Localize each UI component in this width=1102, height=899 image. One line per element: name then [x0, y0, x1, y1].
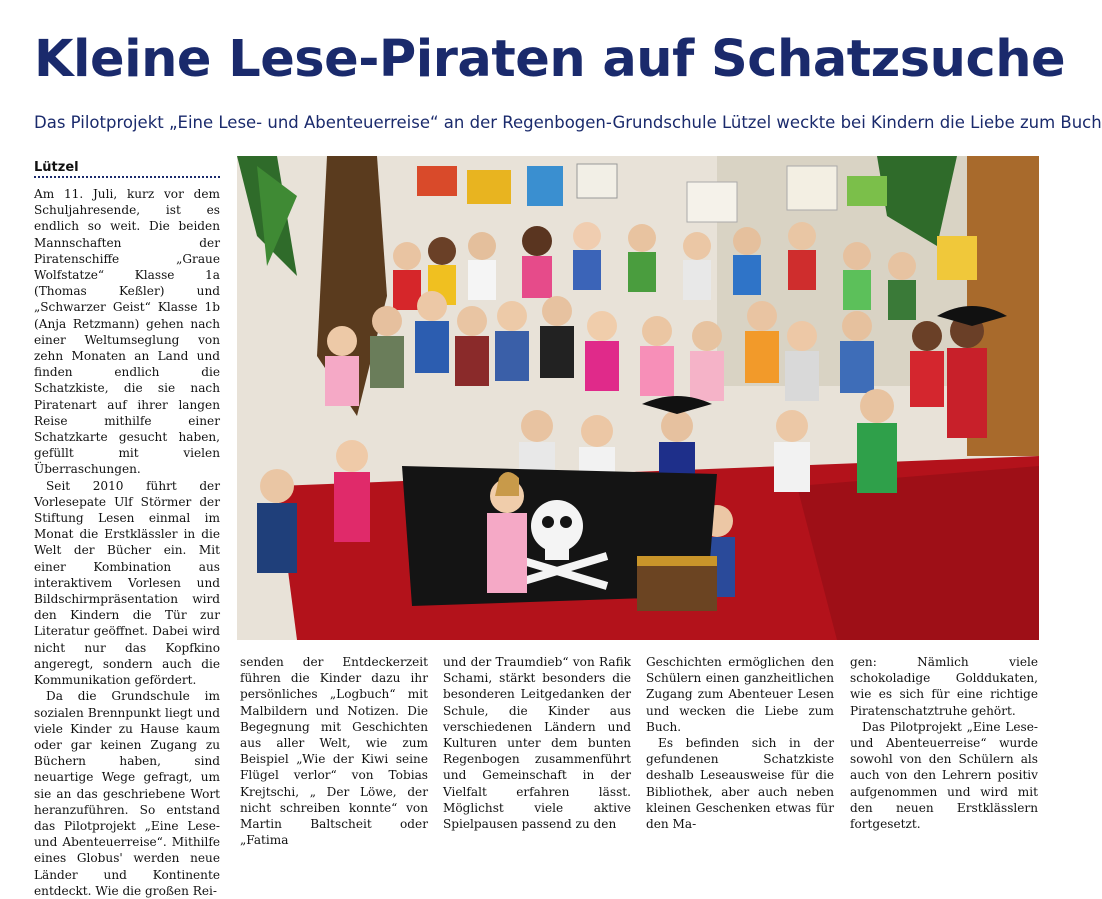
subheadline: Das Pilotprojekt „Eine Lese- und Abenteuerreise“ an der Regenbogen-Grundschule Lützel weckte bei Kindern die Liebe zum Buch: [34, 113, 1102, 132]
article-column-5: [850, 654, 1038, 832]
photo-illustration: [237, 156, 1039, 640]
paragraph: Es befinden sich in der gefundenen Schatzkiste deshalb Leseausweise für die Bibliothek, aber auch neben kleinen Geschenken etwas für den Ma-: [646, 736, 834, 832]
paragraph: gen: Nämlich viele schokoladige Golddukaten, wie es sich für eine richtige Piratenschatztruhe gehört.: [850, 655, 1038, 718]
paragraph: Am 11. Juli, kurz vor dem Schuljahresende, ist es endlich so weit. Die beiden Mannschaften der Piratenschiffe „Graue Wolfstatze“ Klasse 1a (Thomas Keßler) und „Schwarzer Geist“ Klasse 1b (Anja Retzmann) gehen nach einer Weltumseglung von zehn Monaten an Land und finden endlich die Schatzkiste, die sie nach Piratenart auf ihrer langen Reise mithilfe einer Schatzkarte gesucht haben, gefüllt mit vielen Überraschungen.: [34, 187, 220, 477]
headline: Kleine Lese-Piraten auf Schatzsuche: [34, 30, 1066, 89]
paragraph: Geschichten ermöglichen den Schülern einen ganzheitlichen Zugang zum Abenteuer Lesen und wecken die Liebe zum Buch.: [646, 655, 834, 734]
paragraph: Seit 2010 führt der Vorlesepate Ulf Störmer der Stiftung Lesen einmal im Monat die Erstklässler in die Welt der Bücher ein. Mit einer Kombination aus interaktivem Vorlesen und Bildschirmpräsentation wird den Kindern die Tür zur Literatur geöffnet. Dabei wird nicht nur das Kopfkino angeregt, sondern auch die Kommunikation gefördert.: [34, 478, 220, 688]
paragraph: senden der Entdeckerzeit führen die Kinder dazu ihr persönliches „Logbuch“ mit Malbildern und Notizen. Die Begegnung mit Geschichten aus aller Welt, wie zum Beispiel „Wie der Kiwi seine Flügel verlor“ von Tobias Krejtschi, „ Der Löwe, der nicht schreiben konnte“ von Martin Baltscheit oder „Fatima: [240, 655, 428, 848]
dateline: Lützel: [34, 160, 220, 178]
paragraph: und der Traumdieb“ von Rafik Schami, stärkt besonders die besonderen Leitgedanken der Schule, die Kinder aus verschiedenen Ländern und Kulturen unter dem bunten Regenbogen zusammenführt und Gemeinschaft in der Vielfalt erfahren lässt. Möglichst viele aktive Spielpausen passend zu den: [443, 655, 631, 832]
article-column-2: [240, 654, 428, 848]
article-column-1: [34, 186, 220, 898]
article-column-3: [443, 654, 631, 832]
paragraph: Das Pilotprojekt „Eine Lese- und Abenteuerreise“ wurde sowohl von den Schülern als auch von den Lehrern positiv aufgenommen und wird mit den neuen Erstklässlern fortgesetzt.: [850, 719, 1038, 832]
paragraph: Da die Grundschule im sozialen Brennpunkt liegt und viele Kinder zu Hause kaum oder gar keinen Zugang zu Büchern haben, sind neuartige Wege gefragt, um sie an das geschriebene Wort heranzuführen. So entstand das Pilotprojekt „Eine Lese- und Abenteuerreise“. Mithilfe eines Globus' werden neue Länder und Kontinente entdeckt. Wie die großen Rei-: [34, 689, 220, 898]
article-column-4: [646, 654, 834, 832]
article-photo: [237, 156, 1039, 640]
